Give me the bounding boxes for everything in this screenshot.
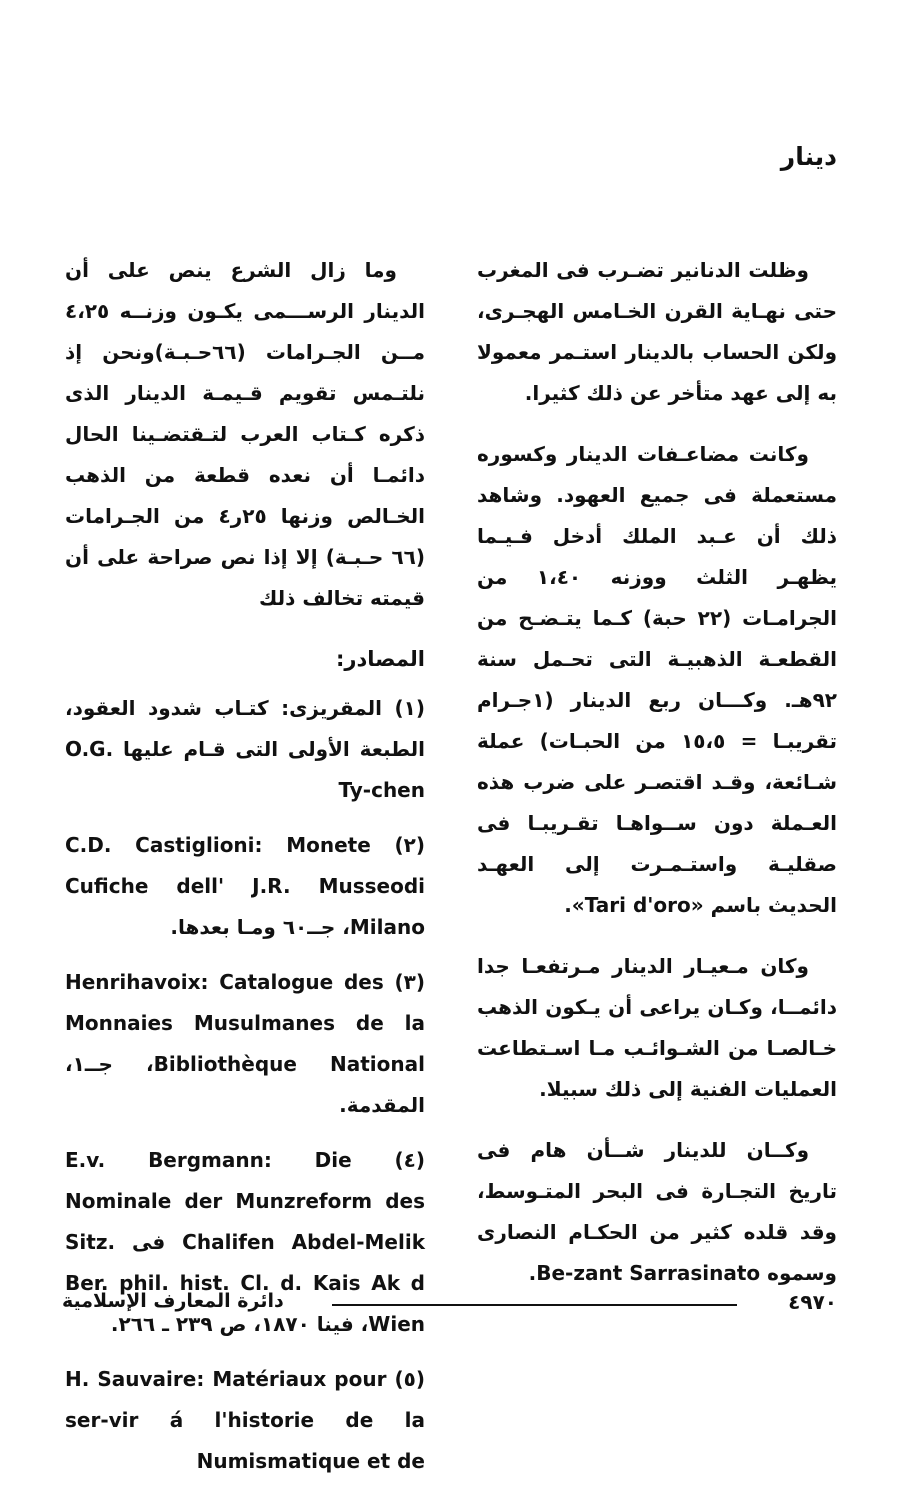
source-item <box>65 962 425 1126</box>
source-number: (٢) <box>394 833 425 857</box>
source-number: (١) <box>394 696 425 720</box>
paragraph: وظلت الدنانير تضـرب فى المغرب حتى نهـاية القرن الخـامس الهجـرى، ولكن الحساب بالدينار استـمر معمولا به إلى عهد متأخر عن ذلك كثيرا. <box>477 258 837 405</box>
source-text: Henrihavoix: Catalogue des Monnaies Musulmanes de la Bibliothèque National، جــ١، المقدمة. <box>65 970 425 1117</box>
footer-title: دائرة المعارف الإسلامية <box>62 1290 284 1312</box>
paragraph: وما زال الشرع ينص على أن الدينار الرســـمى يكـون وزنــه ٤،٢٥ مــن الجـرامات (٦٦حـبـة)ونحن إذ نلتـمس تقويم قـيمـة الدينار الذى ذكره كـتاب العرب لتـقتضـينا الحال دائمـا أن نعده قطعة من الذهب الخـالص وزنها ٢٥ر٤ من الجـرامات (٦٦ حـبـة) إلا إذا نص صراحة على أن قيمته تخالف ذلك <box>65 258 425 610</box>
source-number: (٣) <box>394 970 425 994</box>
source-text: المقريزى: كتـاب شدود العقود، الطبعة الأولى التى قـام عليها O.G. Ty-chen <box>65 696 425 802</box>
sources-title: المصادر: <box>335 647 425 671</box>
running-head: دينار <box>780 142 837 171</box>
right-column <box>477 250 837 1314</box>
source-item <box>65 1359 425 1482</box>
source-text: E.v. Bergmann: Die Nominale der Munzreform des Chalifen Abdel-Melik فى Sitz. Ber. phil. hist. Cl. d. Kais Ak d Wien، فينا ١٨٧٠، ص ٢٣٩ ـ ٢٦٦. <box>65 1148 425 1336</box>
paragraph: وكانت مضاعـفات الدينار وكسوره مستعملة فى جميع العهود. وشاهد ذلك أن عـبد الملك أدخل فـيـما يظهـر الثلث ووزنه ١،٤٠ من الجرامـات (٢٢ حبة) كـما يتـضـح من القطعـة الذهبيـة التى تحـمل سنة ٩٢هـ. وكـــان ربع الدينار (١جـرام تقريبـا = ١٥،٥ من الحبـات) عملة شـائعة، وقـد اقتصـر على ضرب هذه العـملة دون ســواهـا تقـريبـا فى صقليـة واستـمـرت إلى العهـد الحديث باسم «Tari d'oro». <box>477 442 837 917</box>
footer <box>62 1290 837 1320</box>
source-item <box>65 825 425 948</box>
source-item <box>65 688 425 811</box>
source-number: (٥) <box>394 1367 425 1391</box>
paragraph: وكــان للدينار شــأن هام فى تاريخ التجـارة فى البحر المتـوسط، وقد قلده كثير من الحكـام النصارى وسموه Be-zant Sarrasinato. <box>477 1138 837 1285</box>
paragraph: وكان مـعيـار الدينار مـرتفعـا جدا دائمــا، وكـان يراعى أن يـكون الذهب خـالصـا من الشـوائـب مـا اسـتطاعت العمليات الفنية إلى ذلك سبيلا. <box>477 954 837 1101</box>
source-number: (٤) <box>394 1148 425 1172</box>
footer-rule <box>332 1304 737 1306</box>
source-text: H. Sauvaire: Matériaux pour ser-vir á l'historie de la Numismatique et de <box>65 1367 425 1473</box>
source-text: C.D. Castiglioni: Monete Cufiche dell' J.R. Musseodi Milano، جــ٦٠ ومـا بعدها. <box>65 833 425 939</box>
page-number: ٤٩٧٠ <box>788 1290 837 1314</box>
